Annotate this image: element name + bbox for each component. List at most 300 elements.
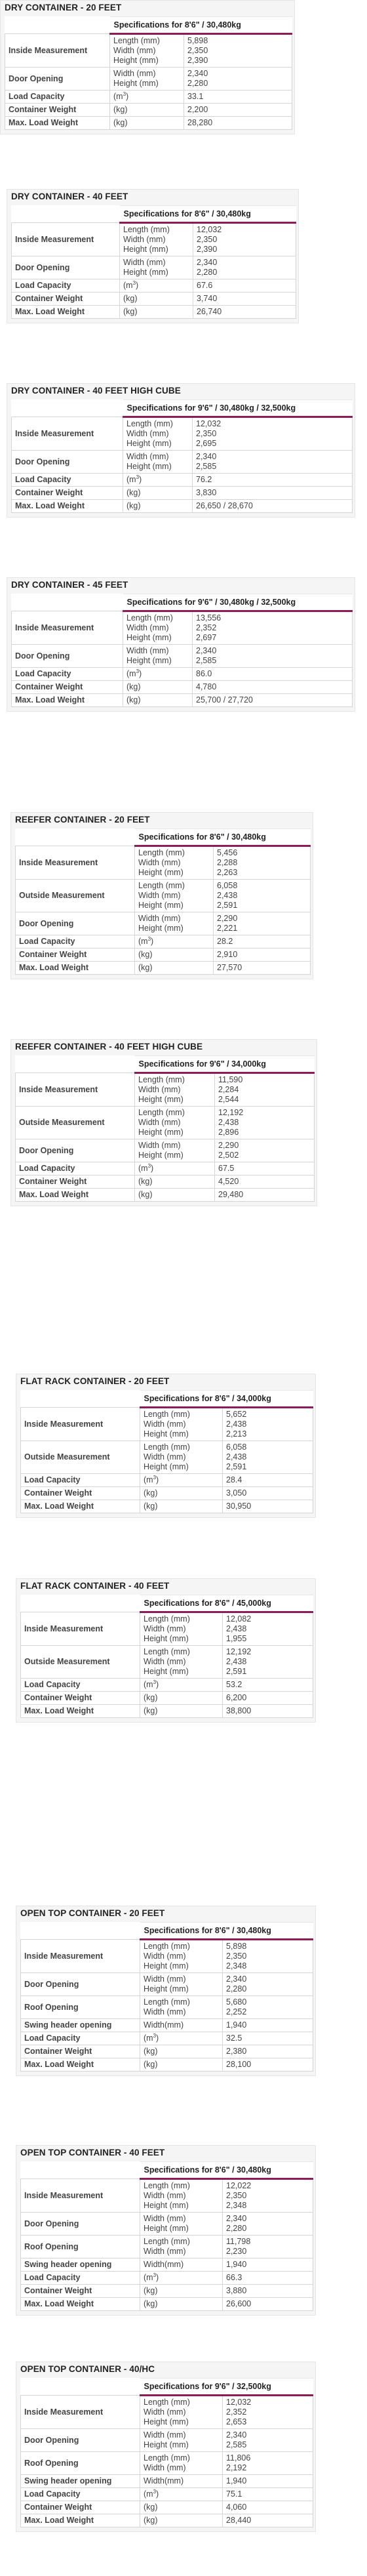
table-row <box>12 500 353 513</box>
unit-label: (kg) <box>123 307 138 316</box>
row-values <box>214 912 311 935</box>
row-units <box>120 306 193 319</box>
value: 2,390 <box>187 56 208 65</box>
unit-label: Width (mm) <box>144 1657 186 1666</box>
unit-label: Height (mm) <box>138 1128 184 1137</box>
row-label: Outside Measurement <box>21 1441 140 1474</box>
table-row <box>21 1474 313 1487</box>
row-values <box>193 500 353 513</box>
value: 13,556 <box>196 613 222 623</box>
row-units <box>140 1487 223 1500</box>
row-label: Inside Measurement <box>12 417 123 451</box>
unit-label: Height (mm) <box>144 2440 189 2449</box>
row-units <box>140 2475 223 2488</box>
row-label: Inside Measurement <box>21 1940 140 1973</box>
table-row <box>21 1973 313 1996</box>
row-units <box>110 68 184 91</box>
value: 2,280 <box>197 268 218 277</box>
row-units <box>123 451 193 474</box>
table-row <box>12 306 296 319</box>
table-row <box>16 1107 315 1139</box>
row-values <box>223 2285 313 2298</box>
value: 2,340 <box>196 452 217 461</box>
row-label: Max. Load Weight <box>21 2298 140 2311</box>
spec-block-reefer-container-20-feet <box>10 812 313 979</box>
table-row <box>21 2501 313 2514</box>
row-label: Container Weight <box>21 2045 140 2058</box>
value: 3,050 <box>226 1488 247 1498</box>
table-row <box>12 474 353 487</box>
row-values <box>193 611 353 645</box>
unit-label: Height (mm) <box>144 1984 189 1993</box>
row-values <box>193 681 353 694</box>
row-units <box>120 256 193 279</box>
row-values <box>223 1441 313 1474</box>
row-label: Door Opening <box>21 1973 140 1996</box>
table-row <box>5 117 292 130</box>
row-values <box>223 2488 313 2501</box>
row-values <box>184 117 292 130</box>
row-values <box>223 1940 313 1973</box>
table-row <box>21 2298 313 2311</box>
table-row <box>12 681 353 694</box>
unit-label: Height (mm) <box>144 2417 189 2426</box>
unit-label: Width (mm) <box>113 69 156 78</box>
row-values <box>193 417 353 451</box>
row-label: Door Opening <box>21 2213 140 2236</box>
spec-table <box>20 2161 313 2311</box>
table-row <box>21 2514 313 2527</box>
value: 2,252 <box>226 2007 247 2016</box>
row-label: Load Capacity <box>12 474 123 487</box>
row-label: Inside Measurement <box>12 611 123 645</box>
row-label: Container Weight <box>12 293 120 306</box>
spec-block-open-top-container-40-hc <box>16 2361 316 2532</box>
row-units <box>135 1189 215 1202</box>
row-units <box>123 487 193 500</box>
unit-label: Length (mm) <box>123 225 170 234</box>
table-row <box>21 1441 313 1474</box>
table-row <box>21 2045 313 2058</box>
value: 2,438 <box>226 1452 247 1462</box>
unit-label: Length (mm) <box>144 1997 190 2007</box>
table-row <box>21 2396 313 2429</box>
row-units <box>140 1973 223 1996</box>
unit-label: Length (mm) <box>144 1647 190 1656</box>
row-units <box>135 949 214 962</box>
row-units <box>140 2259 223 2272</box>
spec-table <box>20 2378 313 2527</box>
row-units <box>140 2285 223 2298</box>
unit-label: (kg) <box>144 2299 158 2308</box>
row-label: Door Opening <box>12 451 123 474</box>
row-label: Load Capacity <box>21 1679 140 1692</box>
row-values <box>193 694 353 707</box>
value: 2,697 <box>196 633 217 642</box>
table-row <box>21 2213 313 2236</box>
value: 28,280 <box>187 118 213 127</box>
value: 2,340 <box>187 69 208 78</box>
header-spacer <box>5 17 110 34</box>
spec-table <box>11 205 296 319</box>
row-label: Inside Measurement <box>16 846 135 880</box>
unit-label: Height (mm) <box>126 439 172 448</box>
value: 2,896 <box>218 1128 239 1137</box>
row-units <box>140 1474 223 1487</box>
row-values <box>223 2259 313 2272</box>
value: 2,290 <box>218 1141 239 1150</box>
row-values <box>223 2452 313 2475</box>
value: 11,590 <box>218 1075 243 1084</box>
value: 12,032 <box>197 225 222 234</box>
row-values <box>223 1705 313 1718</box>
row-label: Door Opening <box>5 68 110 91</box>
value: 2,438 <box>218 1118 239 1127</box>
row-units <box>140 1940 223 1973</box>
header-spacer <box>21 2379 140 2396</box>
row-values <box>223 1500 313 1513</box>
unit-label: Height (mm) <box>144 1634 189 1643</box>
row-units <box>140 1500 223 1513</box>
row-values <box>193 451 353 474</box>
value: 1,940 <box>226 2260 247 2269</box>
value: 6,058 <box>217 881 238 890</box>
row-values <box>184 68 292 91</box>
table-row <box>21 2259 313 2272</box>
value: 5,898 <box>226 1942 247 1951</box>
unit-label: Width (mm) <box>123 258 166 267</box>
unit-label: Height (mm) <box>138 1151 184 1160</box>
table-row <box>21 2475 313 2488</box>
unit-label: Length (mm) <box>138 881 185 890</box>
unit-label: Width (mm) <box>113 46 156 55</box>
table-row <box>16 949 311 962</box>
value: 4,060 <box>226 2503 247 2512</box>
row-units <box>140 2236 223 2259</box>
section-title: FLAT RACK CONTAINER - 40 FEET <box>20 1581 170 1591</box>
value: 2,438 <box>226 1657 247 1666</box>
row-values <box>223 2179 313 2213</box>
row-values <box>223 1692 313 1705</box>
section-title: DRY CONTAINER - 40 FEET <box>11 192 128 201</box>
unit-label: Width (mm) <box>138 1118 181 1127</box>
value: 4,520 <box>218 1177 239 1186</box>
unit-label: Width (mm) <box>144 2463 186 2472</box>
unit-label: (kg) <box>126 682 141 691</box>
spec-table <box>20 1922 313 2072</box>
unit-label: (kg) <box>144 1693 158 1702</box>
table-row <box>5 34 292 68</box>
row-units <box>123 694 193 707</box>
table-row <box>21 2452 313 2475</box>
row-label: Outside Measurement <box>16 1107 135 1139</box>
value: 2,280 <box>226 1984 247 1993</box>
unit-label: (kg) <box>138 1177 153 1186</box>
unit-label: $(m^3)$ <box>126 474 142 484</box>
row-values <box>193 279 296 293</box>
value: 2,352 <box>196 623 217 632</box>
row-values <box>193 668 353 681</box>
row-label: Outside Measurement <box>21 1646 140 1679</box>
unit-label: (kg) <box>144 2503 158 2512</box>
row-label: Inside Measurement <box>21 2396 140 2429</box>
unit-label: $(m^3)$ <box>144 1679 159 1689</box>
value: 28,440 <box>226 2516 252 2525</box>
table-row <box>5 104 292 117</box>
row-label: Door Opening <box>12 256 120 279</box>
unit-label: $(m^3)$ <box>144 2032 159 2043</box>
unit-label: Height (mm) <box>126 462 172 471</box>
table-row <box>21 2488 313 2501</box>
value: 1,940 <box>226 2476 247 2485</box>
unit-label: (kg) <box>126 501 141 510</box>
row-units <box>135 962 214 975</box>
unit-label: Width (mm) <box>126 452 169 461</box>
value: 5,898 <box>187 36 208 45</box>
unit-label: Height (mm) <box>126 633 172 642</box>
unit-label: (kg) <box>144 2060 158 2069</box>
row-label: Max. Load Weight <box>21 1705 140 1718</box>
row-label: Load Capacity <box>12 279 120 293</box>
table-row <box>12 645 353 668</box>
value: 28.2 <box>217 937 233 946</box>
unit-label: Height (mm) <box>123 245 168 254</box>
row-label: Door Opening <box>16 912 135 935</box>
table-row <box>16 1189 315 1202</box>
row-label: Max. Load Weight <box>12 694 123 707</box>
row-values <box>223 1487 313 1500</box>
value: 12,082 <box>226 1614 252 1624</box>
row-values <box>223 1679 313 1692</box>
section-title: DRY CONTAINER - 45 FEET <box>11 580 128 590</box>
row-units <box>140 2514 223 2527</box>
value: 2,585 <box>226 2440 247 2449</box>
header-spacer <box>21 1595 140 1612</box>
row-units <box>140 2019 223 2032</box>
spec-header: Specifications for 8'6" / 30,480kg <box>140 1923 313 1940</box>
value: 12,022 <box>226 2181 252 2190</box>
unit-label: (kg) <box>144 2286 158 2295</box>
row-values <box>214 846 311 880</box>
row-label: Door Opening <box>12 645 123 668</box>
unit-label: Height (mm) <box>123 268 168 277</box>
value: 2,438 <box>226 1420 247 1429</box>
value: 2,502 <box>218 1151 239 1160</box>
row-label: Container Weight <box>16 1176 135 1189</box>
table-row <box>12 487 353 500</box>
row-label: Inside Measurement <box>5 34 110 68</box>
unit-label: Length (mm) <box>144 1942 190 1951</box>
table-row <box>12 417 353 451</box>
row-values <box>223 2429 313 2452</box>
unit-label: Width (mm) <box>144 2407 186 2417</box>
value: 2,350 <box>196 429 217 438</box>
value: 2,438 <box>217 891 238 900</box>
spec-header: Specifications for 9'6" / 30,480kg / 32,500kg <box>123 400 353 417</box>
table-row <box>21 2179 313 2213</box>
row-values <box>215 1107 315 1139</box>
table-row <box>21 2429 313 2452</box>
row-label: Roof Opening <box>21 1996 140 2019</box>
spec-block-open-top-container-40-feet <box>16 2145 316 2316</box>
unit-label: Width (mm) <box>138 891 181 900</box>
value: 11,806 <box>226 2453 251 2463</box>
header-spacer <box>12 594 123 611</box>
value: 2,585 <box>196 462 217 471</box>
row-units <box>140 2488 223 2501</box>
row-label: Door Opening <box>21 2429 140 2452</box>
unit-label: Height (mm) <box>138 868 184 877</box>
spec-header: Specifications for 8'6" / 45,000kg <box>140 1595 313 1612</box>
row-label: Swing header opening <box>21 2259 140 2272</box>
row-values <box>193 223 296 256</box>
row-values <box>193 474 353 487</box>
row-units <box>135 1162 215 1176</box>
unit-label: Length (mm) <box>144 2237 190 2246</box>
spec-header: Specifications for 9'6" / 34,000kg <box>135 1056 315 1073</box>
section-title: OPEN TOP CONTAINER - 20 FEET <box>20 1908 165 1918</box>
table-row <box>16 1139 315 1162</box>
unit-label: Width (mm) <box>123 235 166 244</box>
table-row <box>12 279 296 293</box>
unit-label: (kg) <box>144 1706 158 1715</box>
table-row <box>16 962 311 975</box>
section-title: REEFER CONTAINER - 40 FEET HIGH CUBE <box>15 1042 203 1052</box>
row-units <box>140 2298 223 2311</box>
row-label: Inside Measurement <box>21 2179 140 2213</box>
value: 2,192 <box>226 2463 247 2472</box>
unit-label: Length (mm) <box>144 1410 190 1419</box>
table-row <box>21 1996 313 2019</box>
table-row <box>21 1705 313 1718</box>
value: 26,650 / 28,670 <box>196 501 253 510</box>
row-units <box>123 611 193 645</box>
value: 11,798 <box>226 2237 251 2246</box>
row-label: Container Weight <box>21 1692 140 1705</box>
row-units <box>140 2058 223 2072</box>
unit-label: Width (mm) <box>126 623 169 632</box>
value: 2,438 <box>226 1624 247 1633</box>
value: 25,700 / 27,720 <box>196 695 253 705</box>
header-spacer <box>12 400 123 417</box>
value: 2,280 <box>226 2224 247 2233</box>
row-label: Max. Load Weight <box>16 962 135 975</box>
unit-label: Height (mm) <box>144 1961 189 1971</box>
table-row <box>16 846 311 880</box>
unit-label: Width (mm) <box>126 646 169 655</box>
spec-table <box>5 16 292 130</box>
unit-label: Width (mm) <box>126 429 169 438</box>
header-spacer <box>21 1391 140 1408</box>
value: 30,950 <box>226 1502 252 1511</box>
row-values <box>223 2058 313 2072</box>
row-units <box>140 2032 223 2045</box>
row-values <box>223 1996 313 2019</box>
row-units <box>135 1176 215 1189</box>
spec-header: Specifications for 8'6" / 34,000kg <box>140 1391 313 1408</box>
row-units <box>123 645 193 668</box>
row-units <box>140 2452 223 2475</box>
table-row <box>16 1073 315 1107</box>
row-label: Max. Load Weight <box>5 117 110 130</box>
value: 12,032 <box>226 2398 252 2407</box>
row-units <box>140 2179 223 2213</box>
unit-label: (kg) <box>126 488 141 497</box>
row-units <box>123 681 193 694</box>
spec-table <box>11 594 353 707</box>
row-label: Roof Opening <box>21 2452 140 2475</box>
value: 2,585 <box>196 656 217 665</box>
table-row <box>12 694 353 707</box>
row-units <box>120 223 193 256</box>
row-values <box>223 2213 313 2236</box>
row-label: Load Capacity <box>21 2272 140 2285</box>
row-units <box>135 846 214 880</box>
spec-header: Specifications for 8'6" / 30,480kg <box>120 206 296 223</box>
table-row <box>12 668 353 681</box>
table-row <box>21 1408 313 1441</box>
value: 2,200 <box>187 105 208 114</box>
value: 2,591 <box>217 901 238 910</box>
row-units <box>140 1692 223 1705</box>
unit-label: (kg) <box>144 2516 158 2525</box>
row-label: Swing header opening <box>21 2019 140 2032</box>
header-spacer <box>16 1056 135 1073</box>
unit-label: (kg) <box>123 294 138 303</box>
unit-label: (kg) <box>113 118 128 127</box>
row-units <box>123 668 193 681</box>
value: 2,340 <box>196 646 217 655</box>
row-units <box>140 1441 223 1474</box>
row-units <box>140 2501 223 2514</box>
unit-label: Width (mm) <box>144 1452 186 1462</box>
value: 2,280 <box>187 79 208 88</box>
value: 3,880 <box>226 2286 247 2295</box>
unit-label: Width (mm) <box>144 2247 186 2256</box>
row-values <box>214 880 311 912</box>
row-values <box>193 487 353 500</box>
row-units <box>120 293 193 306</box>
row-label: Load Capacity <box>21 1474 140 1487</box>
row-label: Max. Load Weight <box>21 1500 140 1513</box>
row-values <box>223 2501 313 2514</box>
unit-label: Length (mm) <box>126 419 173 428</box>
row-units <box>140 2045 223 2058</box>
row-label: Container Weight <box>21 2501 140 2514</box>
row-label: Container Weight <box>21 1487 140 1500</box>
row-units <box>140 2213 223 2236</box>
row-values <box>223 2272 313 2285</box>
row-label: Max. Load Weight <box>21 2058 140 2072</box>
row-units <box>123 474 193 487</box>
value: 12,032 <box>196 419 222 428</box>
unit-label: Width(mm) <box>144 2020 184 2030</box>
row-label: Container Weight <box>21 2285 140 2298</box>
value: 38,800 <box>226 1706 252 1715</box>
unit-label: $(m^3)$ <box>144 1474 159 1484</box>
value: 26,740 <box>197 307 222 316</box>
row-label: Load Capacity <box>21 2488 140 2501</box>
unit-label: Width (mm) <box>144 1974 186 1984</box>
spec-block-flat-rack-container-20-feet <box>16 1374 316 1518</box>
table-row <box>21 2272 313 2285</box>
row-label: Inside Measurement <box>21 1612 140 1646</box>
value: 12,192 <box>218 1108 244 1117</box>
spec-table <box>20 1595 313 1718</box>
unit-label: $(m^3)$ <box>123 279 139 290</box>
value: 2,263 <box>217 868 238 877</box>
value: 2,213 <box>226 1429 247 1439</box>
